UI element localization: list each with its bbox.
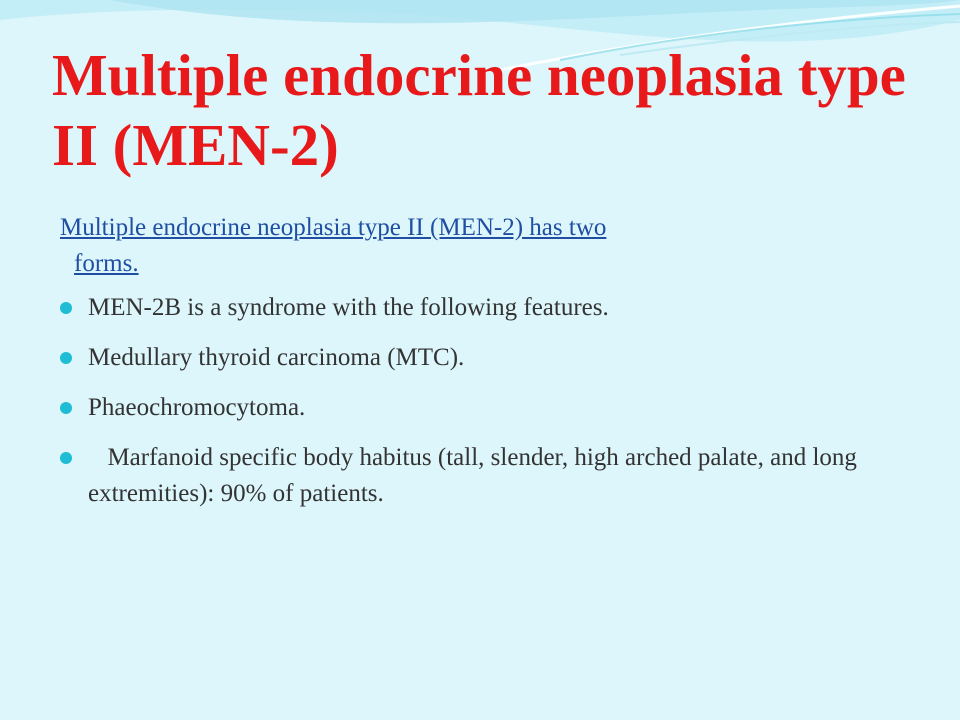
intro-link-text[interactable] [60, 210, 880, 282]
bullet-text: Medullary thyroid carcinoma (MTC). [88, 344, 465, 371]
intro-line-2: forms. [74, 250, 139, 277]
bullet-item [60, 440, 880, 512]
bullet-text: Phaeochromocytoma. [88, 394, 306, 421]
bullet-dot-icon [60, 352, 72, 364]
bullet-dot-icon [60, 452, 72, 464]
bullet-item [60, 390, 880, 426]
bullet-dot-icon [60, 302, 72, 314]
intro-line-1: Multiple endocrine neoplasia type II (MEN-2) has two [60, 214, 607, 241]
bullet-item [60, 340, 880, 376]
slide-content [60, 210, 880, 526]
bullet-text:  Marfanoid specific body habitus (tall, slender, high arched palate, and long extremities): 90% of patients. [88, 444, 857, 507]
slide-title: Multiple endocrine neoplasia type II (MEN-2) [52, 42, 906, 178]
bullet-item [60, 290, 880, 326]
bullet-text: MEN-2B is a syndrome with the following features. [88, 294, 609, 321]
bullet-dot-icon [60, 402, 72, 414]
bullet-list [60, 290, 880, 512]
